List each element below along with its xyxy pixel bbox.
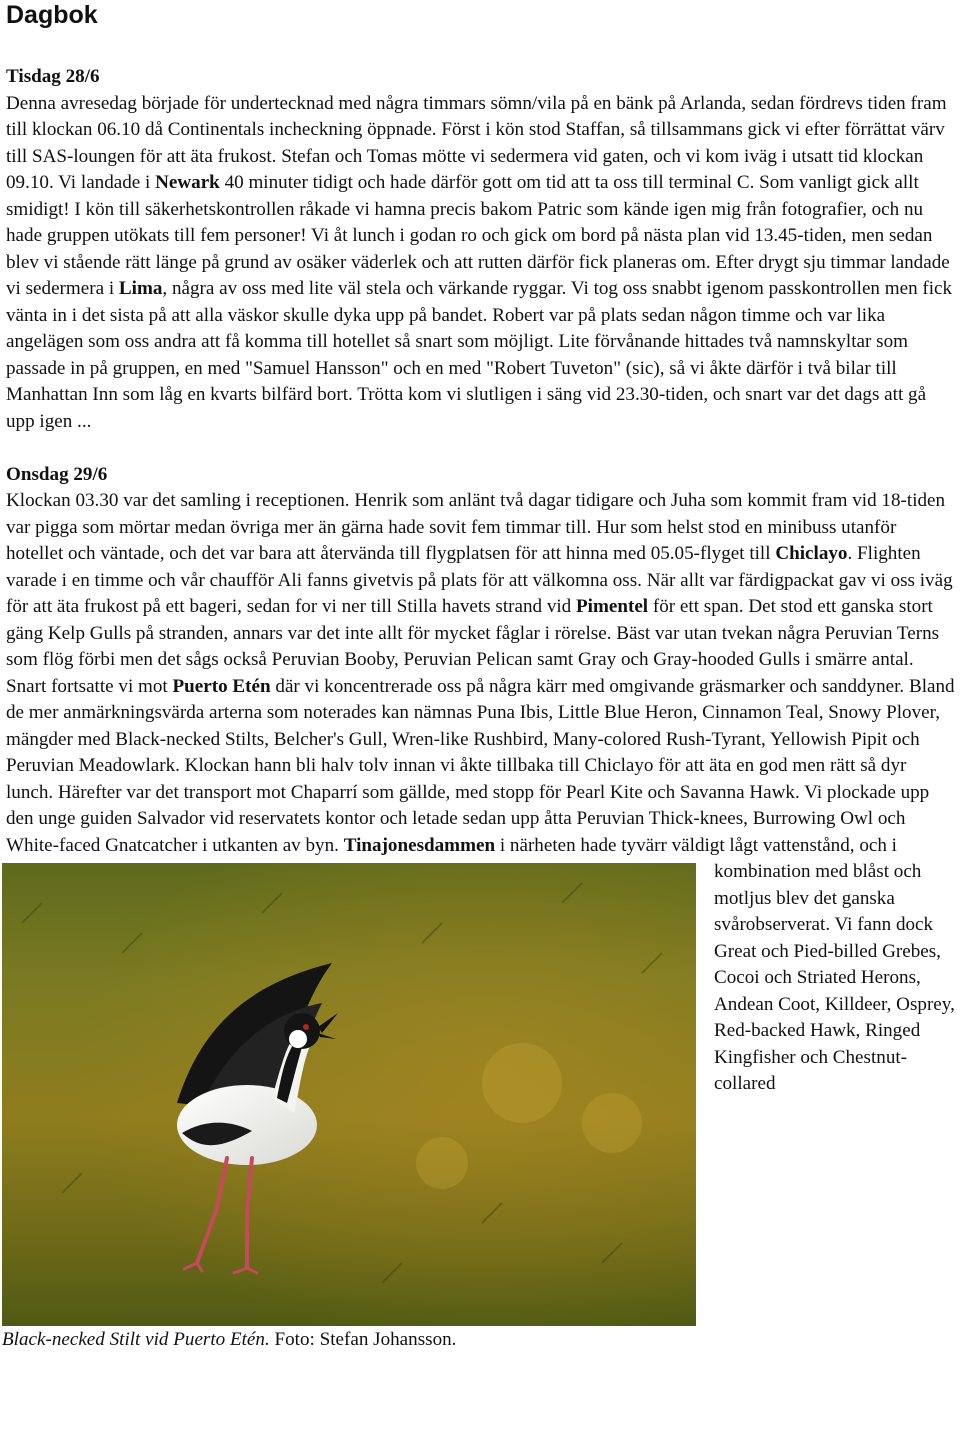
entry-paragraph <box>2 488 958 1350</box>
text-segment: där vi koncentrerade oss på några kärr med omgivande gräsmarker och sanddyner. Bland de mer anmärkningsvärda arterna som noterades kan nämnas Puna Ibis, Little Blue Heron, Cinnamon Teal, Snowy Plover, mängder med Black-necked Stilts, Belcher's Gull, Wren-like Rushbird, Many-colored Rush-Tyrant, Yellowish Pipit och Peruvian Meadowlark. Klockan hann bli halv tolv innan vi åkte tillbaka till Chiclayo för att äta en god men rätt så dyr lunch. Härefter var det transport mot Chaparrí som gällde, med stopp för Pearl Kite och Savanna Hawk. Vi plockade upp den unge guiden Salvador vid reservatets kontor och letade sedan upp åtta Peruvian Thick-knees, Burrowing Owl och White-faced Gnatcatcher i utkanten av byn. <box>6 675 955 856</box>
caption-species: Black-necked Stilt vid Puerto Etén. <box>2 1329 270 1350</box>
entry-heading: Onsdag 29/6 <box>6 463 108 485</box>
place-name-lima: Lima <box>118 278 163 299</box>
paragraph-spacer <box>6 435 958 462</box>
page-title: Dagbok <box>6 1 98 29</box>
place-name-chiclayo: Chiclayo <box>775 543 848 564</box>
place-name-puerto-eten: Puerto Etén <box>172 675 271 697</box>
diary-entry-tisdag <box>6 64 958 435</box>
text-segment: för ett span. Det stod ett ganska stort gäng Kelp Gulls på stranden, annars var det inte allt för mycket fåglar i rörelse. Bäst var utan tvekan några Peruvian Terns som flög förbi men det sågs också Peruvian Booby, Peruvian Pelican samt Gray och Gray-hooded Gulls i smärre antal. Snart fortsatte vi mot <box>6 596 940 697</box>
text-segment: . Flighten varade i en timme och vår chaufför Ali fanns givetvis på plats för att välkomna oss. När allt var färdigpackat gav vi oss iväg för att äta frukost på ett bageri, sedan for vi ner till Stilla havets strand vid <box>6 543 953 617</box>
entry-paragraph <box>6 91 958 436</box>
entry-heading: Tisdag 28/6 <box>6 66 100 87</box>
place-name-newark: Newark <box>155 172 220 193</box>
diary-entry-onsdag <box>2 462 958 1350</box>
text-segment: Denna avresedag började för undertecknad med några timmars sömn/vila på en bänk på Arlanda, sedan fördrevs tiden fram till klockan 06.10 då Continentals incheckning öppnade. Först i kön stod Staffan, så tillsammans gick vi efter förrättat värv till SAS-loungen för att äta frukost. Stefan och Tomas mötte vi sedermera vid gaten, och vi kom iväg i utsatt tid klockan 09.10. Vi landade i <box>6 92 947 193</box>
bird-photo <box>2 863 696 1326</box>
place-name-pimentel: Pimentel <box>576 596 649 617</box>
text-segment: , några av oss med lite väl stela och värkande ryggar. Vi tog oss snabbt igenom passkontrollen men fick vänta in i det sista på att alla väskor skulle dyka upp på bandet. Robert var på plats sedan någon timme och var lika angelägen som oss andra att få komma till hotellet så snart som möjligt. Lite förvånande hittades två namnskyltar som passade in på gruppen, en med "Samuel Hansson" och en med "Robert Tuveton" (sic), så vi åkte därför i två bilar till Manhattan Inn som låg en kvarts bilfärd bort. Trötta kom vi slutligen i säng vid 23.30-tiden, och snart var det dags att gå upp igen ... <box>6 278 953 432</box>
diary-content <box>2 64 958 1351</box>
place-name-tinajonesdammen: Tinajonesdammen <box>343 834 496 856</box>
text-segment: i närheten hade tyvärr väldigt lågt vattenstånd, och i kombination med blåst och motljus blev det ganska svårobserverat. Vi fann dock Great och Pied-billed Grebes, Cocoi och Striated Herons, Andean Coot, Killdeer, Osprey, Red-backed Hawk, Ringed Kingfisher och Chestnut-collared <box>495 834 955 1094</box>
text-segment: Klockan 03.30 var det samling i receptionen. Henrik som anlänt två dagar tidigare och Juha som kommit fram vid 18-tiden var pigga som mörtar medan övriga mer än gärna hade sovit fem timmar till. Hur som helst stod en minibuss utanför hotellet och väntade, och det var bara att återvända till flygplatsen för att hinna med 05.05-flyget till <box>6 490 946 564</box>
photo-caption <box>2 1329 696 1351</box>
text-segment: 40 minuter tidigt och hade därför gott om tid att ta oss till terminal C. Som vanligt gick allt smidigt! I kön till säkerhetskontrollen råkade vi hamna precis bakom Patric som kände igen mig från fotografier, och nu hade gruppen utökats till fem personer! Vi åt lunch i godan ro och gick om bord på nästa plan vid 13.45-tiden, men sedan blev vi stående rätt länge på grund av osäker väderlek och att rutten därför fick planeras om. Efter drygt sju timmar landade vi sedermera i <box>6 172 950 299</box>
caption-credit: Foto: Stefan Johansson. <box>269 1329 457 1350</box>
photo-figure <box>2 863 696 1351</box>
